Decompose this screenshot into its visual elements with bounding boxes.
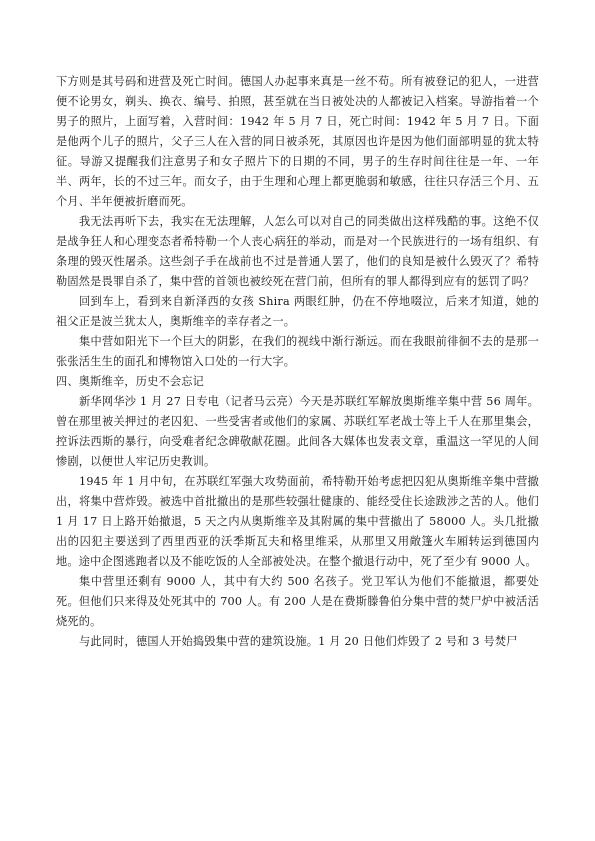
paragraph-shadow: 集中营如阳光下一个巨大的阴影，在我们的视线中渐行渐远。而在我眼前徘徊不去的是那一张张活生生的面孔和博物馆入口处的一行大字。 bbox=[56, 335, 539, 368]
paragraph-record-keeping: 下方则是其号码和进营及死亡时间。德国人办起事来真是一丝不苟。所有被登记的犯人，一进营便不论男女，剃头、换衣、编号、拍照，甚至就在当日被处决的人都被记入档案。导游指着一个男子的照片，上面写着，入营时间：1942 年 5 月 7 日，死亡时间：1942 年 5 月 7 日。下面是他两个儿子的照片，父子三人在入营的同日被杀死，其原因也许是因为他们面部明显的犹太特征。导游又提醒我们注意男子和女子照片下的日期的不同，男子的生存时间往往是一年、一年半、两年，长的不过三年。而女子，由于生理和心理上都更脆弱和敏感，往往只存活三个月、五个月、半年便被折磨而死。 bbox=[56, 75, 539, 208]
paragraph-reflection: 我无法再听下去，我实在无法理解，人怎么可以对自己的同类做出这样残酷的事。这绝不仅是战争狂人和心理变态者希特勒一个人丧心病狂的举动，而是对一个民族进行的一场有组织、有条理的毁灭性屠杀。这些刽子手在战前也不过是普通人罢了，他们的良知是被什么毁灭了？希特勒固然是畏罪自杀了，集中营的首领也被绞死在营门前，但所有的罪人都得到应有的惩罚了吗？ bbox=[56, 215, 539, 288]
section-heading: 四、奥斯维辛，历史不会忘记 bbox=[56, 375, 205, 388]
paragraph-shira: 回到车上，看到来自新泽西的女孩 Shira 两眼红肿，仍在不停地啜泣，后来才知道，她的祖父正是波兰犹太人，奥斯维辛的幸存者之一。 bbox=[56, 295, 539, 328]
paragraph-evacuation: 1945 年 1 月中旬，在苏联红军强大攻势面前，希特勒开始考虑把囚犯从奥斯维辛集中营撤出，将集中营炸毁。被选中首批撤出的是那些较强壮健康的、能经受住长途跋涉之苦的人。他们 1 月 17 日上路开始撤退，5 天之内从奥斯维辛及其附属的集中营撤出了 58000 人。头几批撤出的囚犯主要送到了西里西亚的沃季斯瓦夫和格里维采，从那里又用敞篷火车厢转运到德国内地。途中企图逃跑者以及不能吃饭的人全部被处决。在整个撤退行动中，死了至少有 9000 人。 bbox=[56, 475, 539, 568]
paragraph-demolition: 与此同时，德国人开始捣毁集中营的建筑设施。1 月 20 日他们炸毁了 2 号和 3 号焚尸 bbox=[79, 635, 518, 648]
paragraph-remaining-prisoners: 集中营里还剩有 9000 人，其中有大约 500 名孩子。党卫军认为他们不能撤退，都要处死。但他们只来得及处死其中的 700 人。有 200 人是在费斯滕鲁伯分集中营的焚尸炉中被活活烧死的。 bbox=[56, 575, 539, 628]
article-body bbox=[56, 72, 539, 652]
paragraph-news-report: 新华网华沙 1 月 27 日专电（记者马云亮）今天是苏联红军解放奥斯维辛集中营 56 周年。曾在那里被关押过的老囚犯、一些受害者或他们的家属、苏联红军老战士等上千人在那里集会，控诉法西斯的暴行，向受难者纪念碑敬献花圈。此间各大媒体也发表文章，重温这一罕见的人间惨剧，以便世人牢记历史教训。 bbox=[56, 395, 539, 468]
